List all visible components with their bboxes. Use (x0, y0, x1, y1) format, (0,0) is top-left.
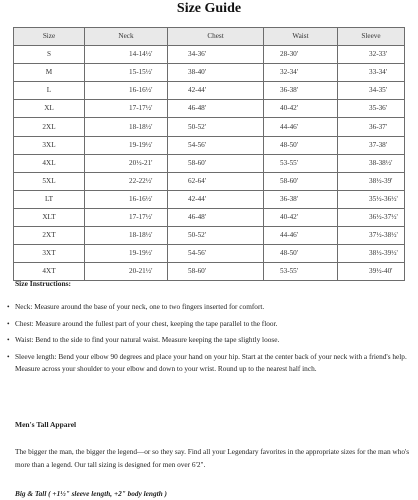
table-cell: 20½-21' (85, 154, 168, 172)
table-cell: 16-16½' (85, 82, 168, 100)
table-cell: 48-50' (264, 245, 338, 263)
table-cell: 50-52' (168, 227, 264, 245)
table-cell: 58-60' (264, 172, 338, 190)
table-cell: S (14, 46, 85, 64)
table-cell: XLT (14, 208, 85, 226)
table-cell: 14-14½' (85, 46, 168, 64)
table-cell: 39½-40' (338, 263, 405, 281)
table-row (14, 172, 405, 190)
table-cell: 4XL (14, 154, 85, 172)
table-body (14, 46, 405, 281)
table-cell: 18-18½' (85, 118, 168, 136)
table-cell: 46-48' (168, 100, 264, 118)
bullet-icon: • (7, 318, 10, 328)
table-cell: 28-30' (264, 46, 338, 64)
table-cell: 35-36' (338, 100, 405, 118)
table-cell: LT (14, 190, 85, 208)
table-cell: 32-33' (338, 46, 405, 64)
tall-apparel-paragraph: The bigger the man, the bigger the legend—or so they say. Find all your Legendary favorites in the appropriate sizes for the man who's more than a legend. Our tall sizing is designed for men over 6'2". (15, 447, 410, 469)
table-cell: 38-40' (168, 64, 264, 82)
big-tall-note: Big & Tall ( +1½" sleeve length, +2" body length ) (15, 489, 167, 498)
table-row (14, 118, 405, 136)
table-row (14, 208, 405, 226)
table-cell: M (14, 64, 85, 82)
table-cell: 37½-38½' (338, 227, 405, 245)
instruction-text: Sleeve length: Bend your elbow 90 degrees and place your hand on your hip. Start at the center back of your neck with a friend's help. Measure across your shoulder to your elbow and down to your wrist. Round up to the nearest half inch. (15, 351, 407, 373)
table-cell: 38½-39½' (338, 245, 405, 263)
table-cell: 40-42' (264, 208, 338, 226)
size-instructions-title: Size Instructions: (15, 279, 72, 288)
table-header-row (14, 28, 405, 46)
table-cell: 38½-39' (338, 172, 405, 190)
instruction-item (7, 334, 412, 346)
table-cell: 15-15½' (85, 64, 168, 82)
table-cell: 58-60' (168, 263, 264, 281)
table-cell: 58-60' (168, 154, 264, 172)
size-instructions-list (7, 301, 412, 379)
table-cell: 38-38½' (338, 154, 405, 172)
table-cell: 54-56' (168, 245, 264, 263)
table-row (14, 82, 405, 100)
table-cell: 5XL (14, 172, 85, 190)
table-row (14, 245, 405, 263)
table-cell: 42-44' (168, 82, 264, 100)
table-cell: 2XL (14, 118, 85, 136)
table-cell: 36-37' (338, 118, 405, 136)
size-table (13, 27, 405, 281)
table-cell: 19-19½' (85, 136, 168, 154)
table-cell: 35½-36½' (338, 190, 405, 208)
table-row (14, 46, 405, 64)
instruction-text: Waist: Bend to the side to find your natural waist. Measure keeping the tape slightly loose. (15, 335, 280, 344)
table-cell: 48-50' (264, 136, 338, 154)
bullet-icon: • (7, 302, 10, 311)
table-cell: 53-55' (264, 154, 338, 172)
table-row (14, 154, 405, 172)
table-cell: 36½-37½' (338, 208, 405, 226)
table-cell: 3XL (14, 136, 85, 154)
header-chest: Chest (168, 28, 264, 46)
table-cell: 36-38' (264, 190, 338, 208)
table-cell: 2XT (14, 227, 85, 245)
instruction-item (7, 351, 412, 375)
table-cell: 22-22½' (85, 172, 168, 190)
table-cell: 3XT (14, 245, 85, 263)
table-cell: 54-56' (168, 136, 264, 154)
table-cell: 50-52' (168, 118, 264, 136)
table-cell: 46-48' (168, 208, 264, 226)
table-cell: 36-38' (264, 82, 338, 100)
table-cell: 62-64' (168, 172, 264, 190)
table-cell: 53-55' (264, 263, 338, 281)
table-cell: XL (14, 100, 85, 118)
bullet-icon: • (7, 351, 10, 361)
table-cell: 42-44' (168, 190, 264, 208)
instruction-item (7, 301, 412, 313)
table-row (14, 227, 405, 245)
table-row (14, 64, 405, 82)
table-row (14, 100, 405, 118)
instruction-text: Neck: Measure around the base of your neck, one to two fingers inserted for comfort. (15, 302, 265, 311)
table-cell: 4XT (14, 263, 85, 281)
table-cell: 34-36' (168, 46, 264, 64)
table-cell: 40-42' (264, 100, 338, 118)
table-row (14, 136, 405, 154)
page-title: Size Guide (176, 1, 242, 16)
header-size: Size (14, 28, 85, 46)
table-row (14, 263, 405, 281)
table-cell: L (14, 82, 85, 100)
tall-apparel-title: Men's Tall Apparel (15, 420, 77, 429)
table-cell: 17-17½' (85, 208, 168, 226)
table-cell: 32-34' (264, 64, 338, 82)
table-cell: 20-21½' (85, 263, 168, 281)
instruction-item (7, 318, 412, 330)
instruction-text: Chest: Measure around the fullest part of your chest, keeping the tape parallel to the floor. (15, 318, 278, 328)
header-sleeve: Sleeve (338, 28, 405, 46)
table-row (14, 190, 405, 208)
table-cell: 34-35' (338, 82, 405, 100)
table-cell: 19-19½' (85, 245, 168, 263)
table-cell: 18-18½' (85, 227, 168, 245)
table-cell: 16-16½' (85, 190, 168, 208)
bullet-icon: • (7, 335, 10, 344)
table-cell: 17-17½' (85, 100, 168, 118)
header-neck: Neck (85, 28, 168, 46)
table-cell: 37-38' (338, 136, 405, 154)
table-cell: 44-46' (264, 227, 338, 245)
table-cell: 44-46' (264, 118, 338, 136)
table-cell: 33-34' (338, 64, 405, 82)
header-waist: Waist (264, 28, 338, 46)
